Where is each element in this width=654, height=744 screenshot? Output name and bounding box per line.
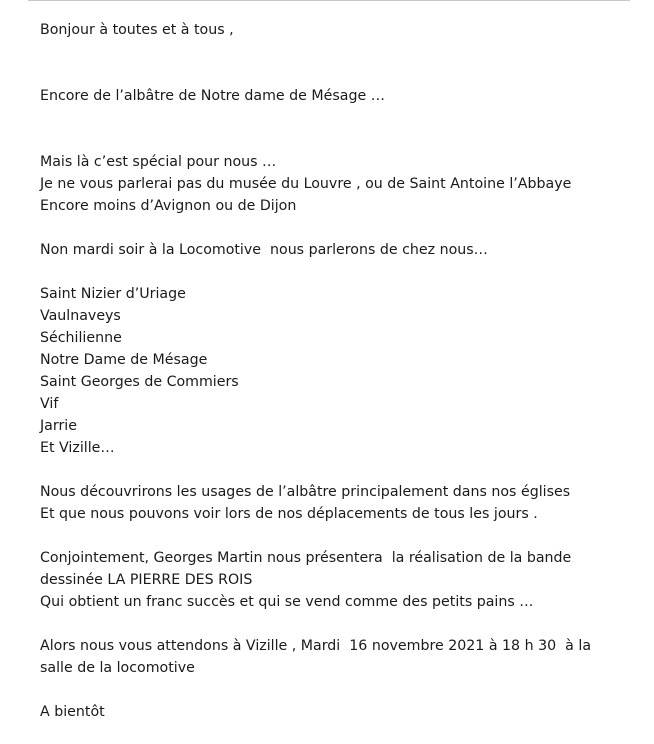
text-line: Conjointement, Georges Martin nous présentera la réalisation de la bande [40, 550, 572, 566]
text-line: Mais là c’est spécial pour nous … [40, 154, 277, 170]
spacer [40, 459, 640, 481]
closing-line: A bientôt [40, 704, 105, 720]
email-body [40, 19, 640, 723]
place-item: Jarrie [40, 418, 77, 434]
comic-paragraph [40, 547, 640, 613]
discover-paragraph [40, 481, 640, 525]
announcement-line: Non mardi soir à la Locomotive nous parlerons de chez nous… [40, 242, 488, 258]
place-item: Saint Georges de Commiers [40, 374, 239, 390]
place-item: Vaulnaveys [40, 308, 121, 324]
invitation-paragraph [40, 635, 640, 679]
intro-line: Encore de l’albâtre de Notre dame de Mésage … [40, 88, 385, 104]
top-divider [28, 0, 630, 1]
spacer [40, 217, 640, 239]
spacer [40, 41, 640, 85]
text-line: dessinée LA PIERRE DES ROIS [40, 572, 253, 588]
text-line: Nous découvrirons les usages de l’albâtre principalement dans nos églises [40, 484, 571, 500]
text-line: Alors nous vous attendons à Vizille , Mardi 16 novembre 2021 à 18 h 30 à la [40, 638, 592, 654]
place-item: Saint Nizier d’Uriage [40, 286, 186, 302]
place-item: Séchilienne [40, 330, 122, 346]
greeting-line: Bonjour à toutes et à tous , [40, 22, 234, 38]
places-list [40, 283, 640, 459]
place-item: Notre Dame de Mésage [40, 352, 208, 368]
spacer [40, 261, 640, 283]
spacer [40, 107, 640, 151]
place-item: Et Vizille… [40, 440, 115, 456]
text-line: salle de la locomotive [40, 660, 195, 676]
spacer [40, 525, 640, 547]
spacer [40, 679, 640, 701]
text-line: Je ne vous parlerai pas du musée du Louvre , ou de Saint Antoine l’Abbaye [40, 176, 572, 192]
text-line: Et que nous pouvons voir lors de nos déplacements de tous les jours . [40, 506, 538, 522]
spacer [40, 613, 640, 635]
special-paragraph [40, 151, 640, 217]
text-line: Encore moins d’Avignon ou de Dijon [40, 198, 297, 214]
text-line: Qui obtient un franc succès et qui se vend comme des petits pains … [40, 594, 534, 610]
place-item: Vif [40, 396, 59, 412]
